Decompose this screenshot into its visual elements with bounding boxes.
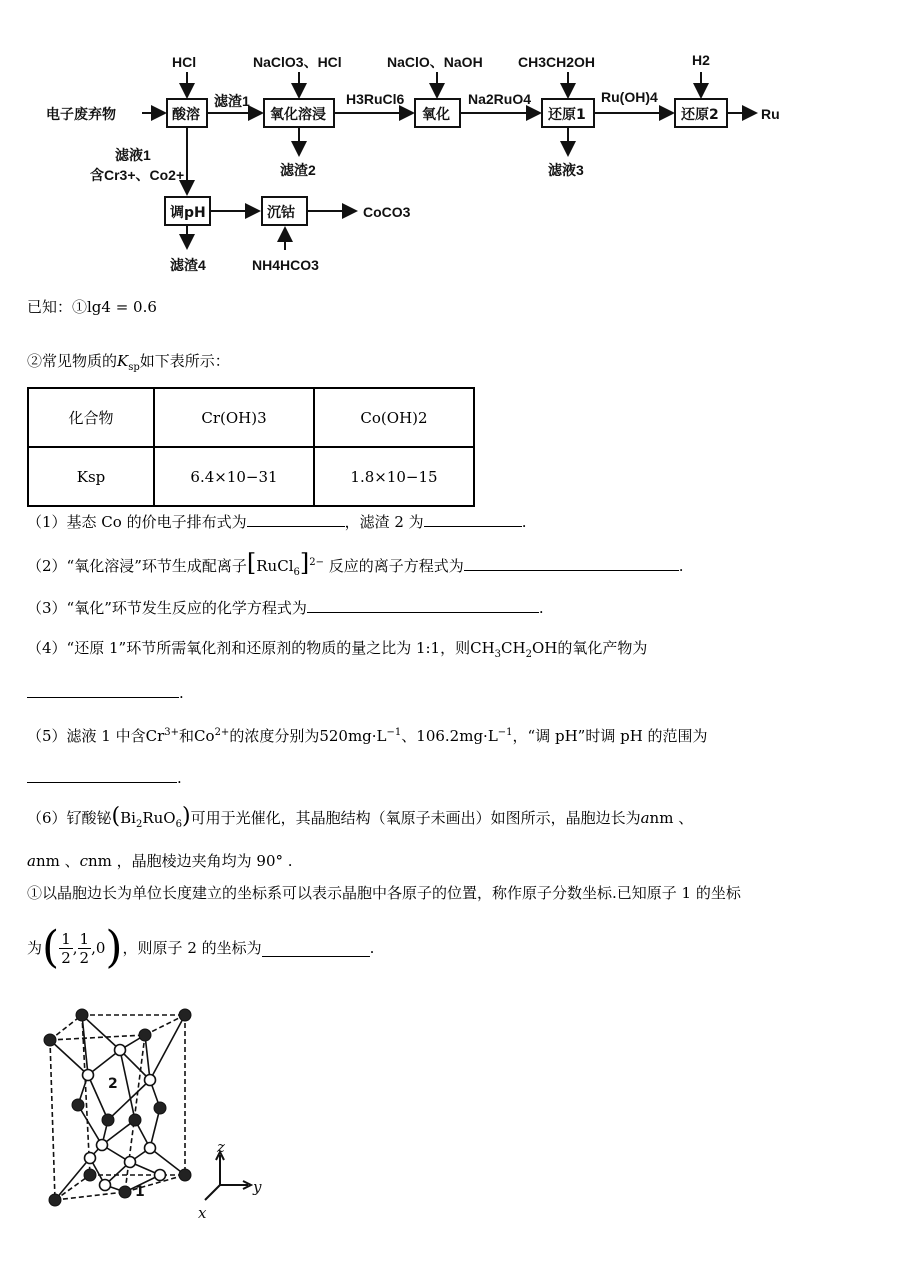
answer-blank[interactable]	[27, 766, 177, 783]
answer-blank[interactable]	[464, 554, 679, 571]
filter-residue-2: 滤渣2	[280, 162, 316, 178]
question-6-line-2: anm 、cnm ，晶胞棱边夹角均为 90° .	[27, 852, 293, 870]
atom-2-label: 2	[108, 1076, 118, 1092]
atom-1-label: 1	[135, 1184, 145, 1200]
known-line-1: 已知：①lg4 = 0.6	[27, 298, 157, 316]
question-6-1: ①以晶胞边长为单位长度建立的坐标系可以表示晶胞中各原子的位置，称作原子分数坐标.已知原子 1 的坐标	[27, 884, 741, 902]
box-oxleach-label: 氧化溶浸	[270, 107, 326, 123]
question-4-answer-line: .	[27, 681, 184, 704]
process-flowchart	[0, 0, 900, 280]
ksp-table	[27, 387, 475, 507]
reagent-nh4hco3: NH4HCO3	[252, 257, 319, 273]
answer-blank[interactable]	[247, 510, 345, 527]
box-reduce1-label: 还原1	[548, 107, 586, 123]
question-5: （5）滤液 1 中含$Cr^{3+}$和$Co^{2+}$的浓度分别为$520mg\cdot L^{-1}$、$106.2mg\cdot L^{-1}$，“调 pH”时调 pH 的范围为	[27, 727, 708, 745]
filter-residue-4: 滤渣4	[170, 257, 206, 273]
filtrate-3: 滤液3	[548, 162, 584, 178]
product-ruoh4: Ru(OH)4	[601, 89, 658, 105]
crystal-cell-diagram	[40, 1000, 280, 1225]
filtrate-1-ions: 含Cr3+、Co2+	[90, 167, 185, 183]
reagent-hcl: HCl	[172, 54, 197, 70]
answer-blank[interactable]	[307, 596, 539, 613]
flow-start-label: 电子废弃物	[46, 106, 116, 122]
question-2: （2）“氧化溶浸”环节生成配离子[RuCl$_6$]$^{2-}$ 反应的离子方程式为 .	[27, 549, 684, 578]
table-header-cooh2: Co(OH)2	[314, 388, 474, 447]
reagent-naclo3-hcl: NaClO3、HCl	[253, 54, 342, 70]
product-coco3: CoCO3	[363, 204, 411, 220]
answer-blank[interactable]	[424, 510, 522, 527]
final-product-ru: Ru	[761, 106, 780, 122]
known-line-2: ②常见物质的$K_{sp}$如下表所示：	[27, 352, 230, 373]
question-4: （4）“还原 1”环节所需氧化剂和还原剂的物质的量之比为 1:1，则$CH_3CH_2OH$的氧化产物为	[27, 639, 648, 660]
box-acid-label: 酸溶	[172, 107, 200, 123]
box-reduce2-label: 还原2	[681, 107, 719, 123]
question-6-1-coords: 为 ( $\frac{1}{2}$ , $\frac{1}{2}$ ,0 ) ，则原子 2 的坐标为 .	[27, 922, 375, 973]
table-cell-croh3-ksp: 6.4×10−31	[154, 447, 314, 506]
question-3: （3）“氧化”环节发生反应的化学方程式为 .	[27, 596, 544, 619]
reagent-naclo-naoh: NaClO、NaOH	[387, 54, 483, 70]
question-1: （1）基态 Co 的价电子排布式为 ，滤渣 2 为 .	[27, 510, 526, 533]
reagent-h2: H2	[692, 52, 710, 68]
reagent-ethanol: CH3CH2OH	[518, 54, 596, 70]
axis-z-label: z	[217, 1138, 225, 1156]
box-ph-label: 调pH	[170, 205, 206, 221]
product-h3rucl6: H3RuCl6	[346, 91, 405, 107]
question-5-answer-line: .	[27, 766, 182, 789]
table-row-label-ksp: Ksp	[28, 447, 154, 506]
filter-residue-1: 滤渣1	[214, 93, 250, 109]
table-header-compound: 化合物	[28, 388, 154, 447]
box-cobalt-label: 沉钴	[267, 205, 295, 221]
axis-x-label: x	[198, 1204, 207, 1222]
product-na2ruo4: Na2RuO4	[468, 91, 532, 107]
question-6: （6）钌酸铋$(Bi_2RuO_6)$可用于光催化，其晶胞结构（氧原子未画出）如图所示，晶胞边长为anm 、	[27, 804, 694, 830]
answer-blank[interactable]	[27, 681, 179, 698]
answer-blank[interactable]	[262, 940, 370, 957]
filtrate-1-label: 滤液1	[115, 147, 151, 163]
box-oxidize-label: 氧化	[422, 107, 450, 123]
table-header-croh3: Cr(OH)3	[154, 388, 314, 447]
table-cell-cooh2-ksp: 1.8×10−15	[314, 447, 474, 506]
axis-y-label: y	[253, 1178, 262, 1196]
coordinate-axes	[205, 1152, 251, 1200]
